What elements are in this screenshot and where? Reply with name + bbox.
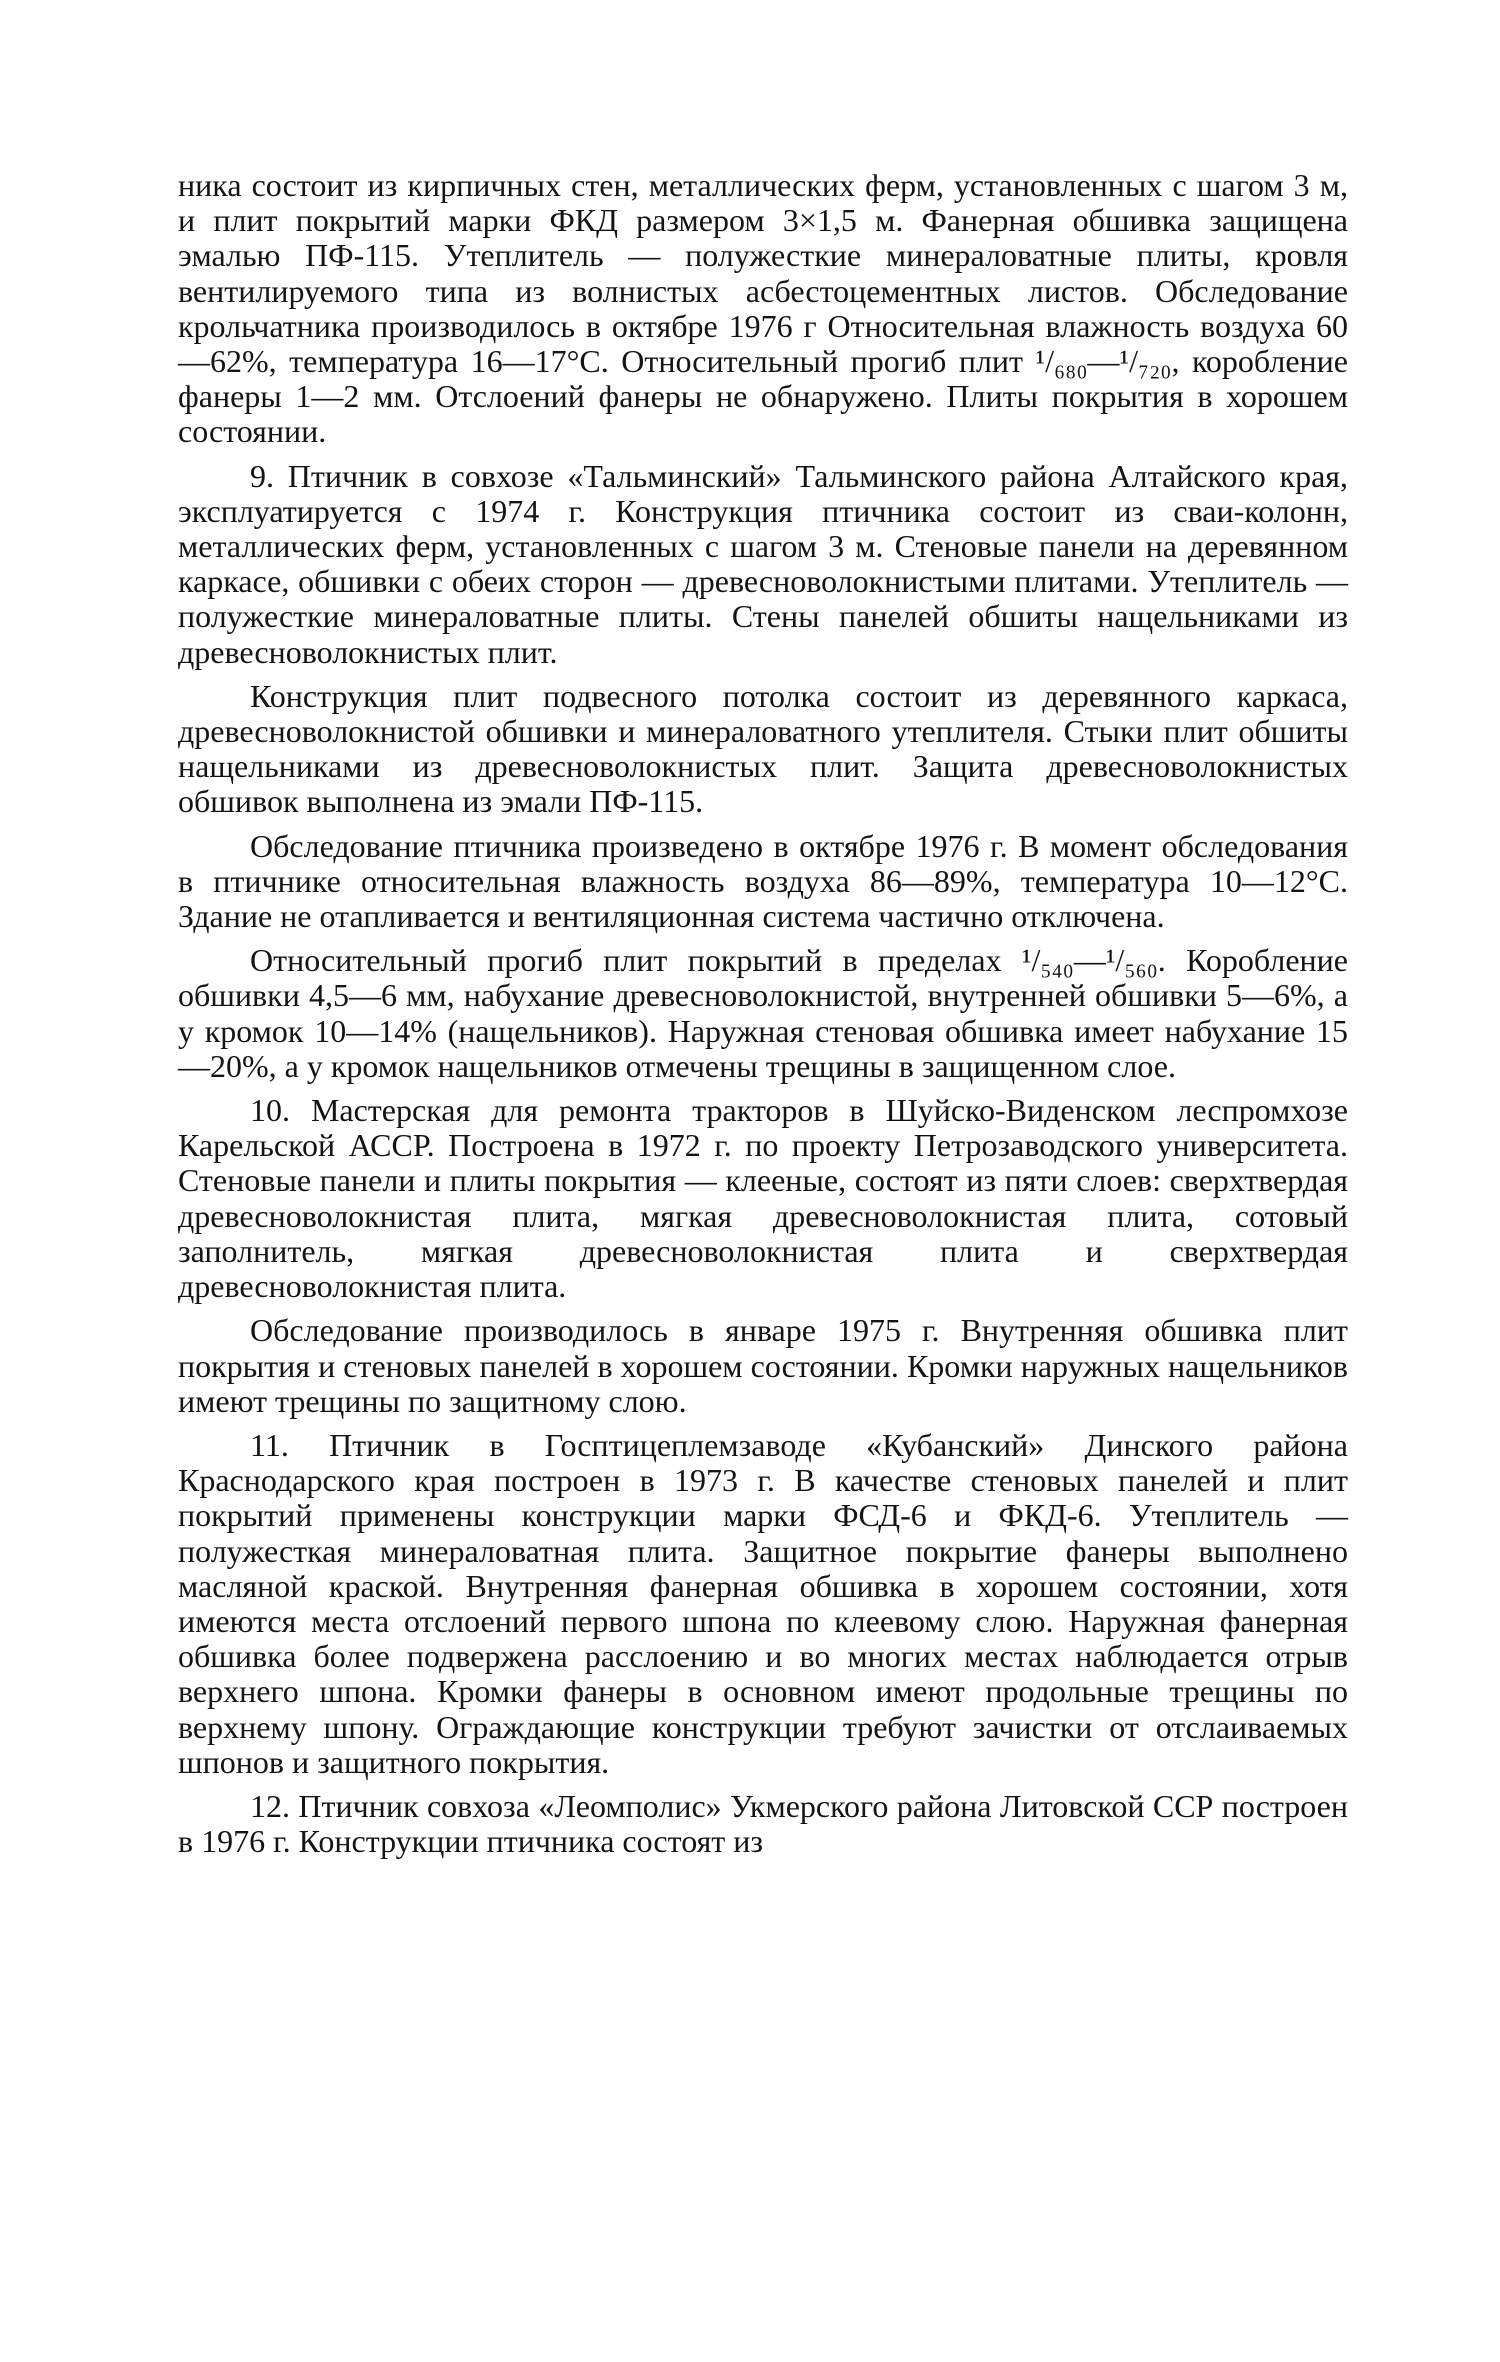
- paragraph-item-12-poultry-house-leompolis: 12. Птичник совхоза «Леомполис» Укмерского района Литовской ССР построен в 1976 г. Конструкции птичника состоят из: [178, 1787, 1348, 1860]
- document-page: [178, 168, 1348, 1868]
- paragraph-deflection-results: Относительный прогиб плит покрытий в пределах ¹/₅₄₀—¹/₅₆₀. Коробление обшивки 4,5—6 мм, набухание древесноволокнистой, внутренней обшивки 5—6%, а у кромок 10—14% (нащельников). Наружная стеновая обшивка имеет набухание 15—20%, а у кромок нащельников отмечены трещины в защищенном слое.: [178, 942, 1348, 1084]
- paragraph-item-9-poultry-house-talminsky: 9. Птичник в совхозе «Тальминский» Тальминского района Алтайского края, эксплуатируется с 1974 г. Конструкция птичника состоит из сваи-колонн, металлических ферм, установленных с шагом 3 м. Стеновые панели на деревянном каркасе, обшивки с обеих сторон — древесноволокнистыми плитами. Утеплитель — полужесткие минераловатные плиты. Стены панелей обшиты нащельниками из древесноволокнистых плит.: [178, 457, 1348, 670]
- paragraph-inspection-october-1976: Обследование птичника произведено в октябре 1976 г. В момент обследования в птичнике относительная влажность воздуха 86—89%, температура 10—12°С. Здание не отапливается и вентиляционная система частично отключена.: [178, 827, 1348, 935]
- paragraph-continuation-rabbitry: ника состоит из кирпичных стен, металлических ферм, установленных с шагом 3 м, и плит покрытий марки ФКД размером 3×1,5 м. Фанерная обшивка защищена эмалью ПФ-115. Утеплитель — полужесткие минераловатные плиты, кровля вентилируемого типа из волнистых асбестоцементных листов. Обследование крольчатника производилось в октябре 1976 г Относительная влажность воздуха 60—62%, температура 16—17°С. Относительный прогиб плит ¹/₆₈₀—¹/₇₂₀, коробление фанеры 1—2 мм. Отслоений фанеры не обнаружено. Плиты покрытия в хорошем состоянии.: [178, 167, 1348, 450]
- paragraph-inspection-january-1975: Обследование производилось в январе 1975 г. Внутренняя обшивка плит покрытия и стеновых панелей в хорошем состоянии. Кромки наружных нащельников имеют трещины по защитному слою.: [178, 1312, 1348, 1419]
- paragraph-item-11-poultry-house-kubansky: 11. Птичник в Госптицеплемзаводе «Кубанский» Динского района Краснодарского края построен в 1973 г. В качестве стеновых панелей и плит покрытий применены конструкции марки ФСД-6 и ФКД-6. Утеплитель — полужесткая минераловатная плита. Защитное покрытие фанеры выполнено масляной краской. Внутренняя фанерная обшивка в хорошем состоянии, хотя имеются места отслоений первого шпона по клеевому слою. Наружная фанерная обшивка более подвержена расслоению и во многих местах наблюдается отрыв верхнего шпона. Кромки фанеры в основном имеют продольные трещины по верхнему шпону. Ограждающие конструкции требуют зачистки от отслаиваемых шпонов и защитного покрытия.: [178, 1426, 1348, 1780]
- paragraph-item-10-tractor-workshop: 10. Мастерская для ремонта тракторов в Шуйско-Виденском леспромхозе Карельской АССР. Построена в 1972 г. по проекту Петрозаводского университета. Стеновые панели и плиты покрытия — клееные, состоят из пяти слоев: сверхтвердая древесноволокнистая плита, мягкая древесноволокнистая плита, сотовый заполнитель, мягкая древесноволокнистая плита и сверхтвердая древесноволокнистая плита.: [178, 1092, 1348, 1305]
- paragraph-ceiling-panels-construction: Конструкция плит подвесного потолка состоит из деревянного каркаса, древесноволокнистой обшивки и минераловатного утеплителя. Стыки плит обшиты нащельниками из древесноволокнистых плит. Защита древесноволокнистых обшивок выполнена из эмали ПФ-115.: [178, 677, 1348, 820]
